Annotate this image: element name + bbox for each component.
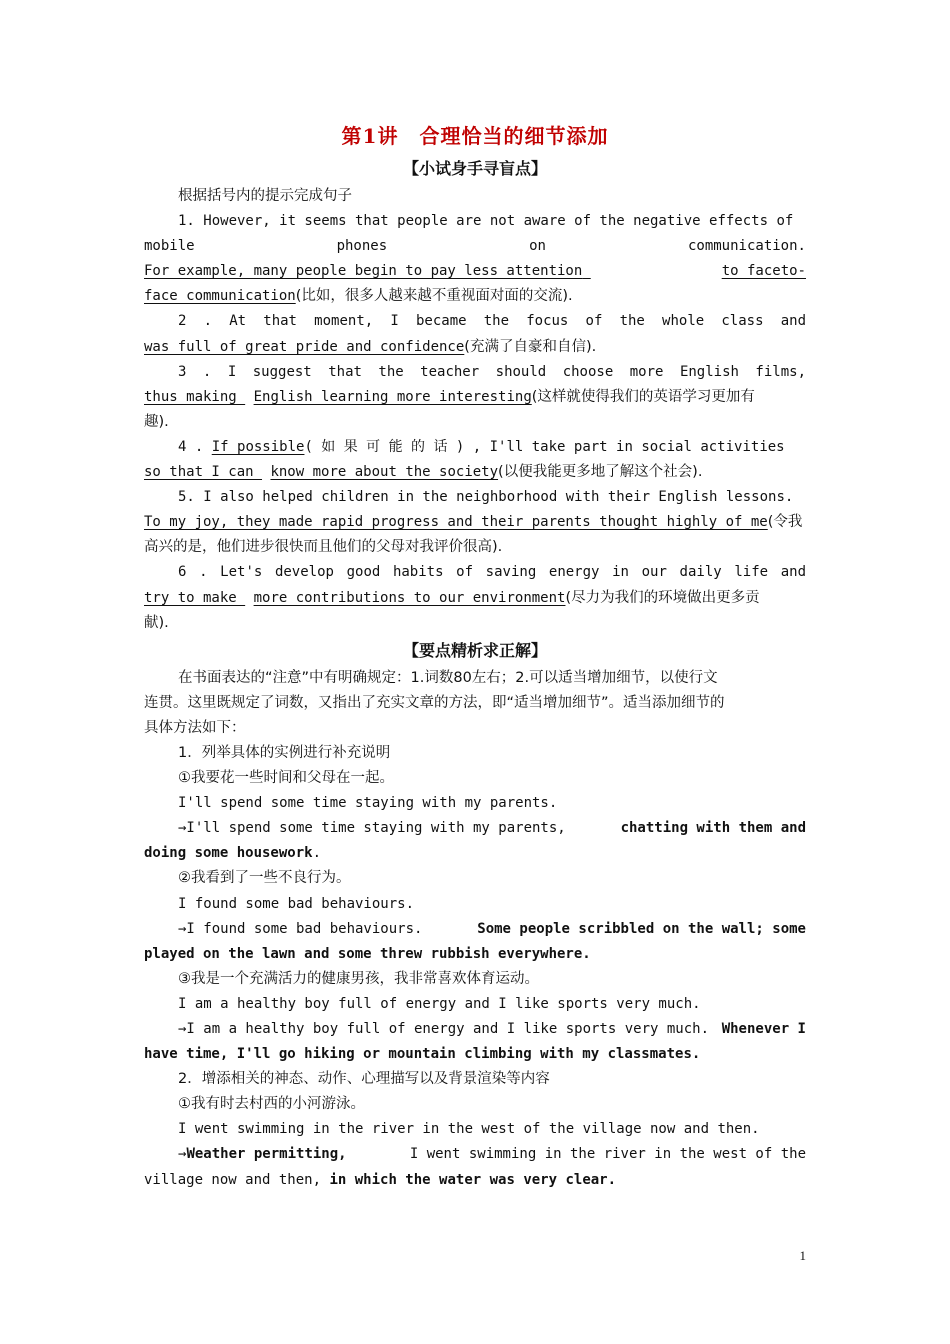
q3-line-2 [144, 385, 806, 410]
section-heading-1: 【小试身手寻盲点】 [402, 159, 547, 178]
q5-line-1: 5. I also helped children in the neighborhood with their English lessons. [178, 489, 794, 506]
method-heading-2: 2．增添相关的神态、动作、心理描写以及背景渲染等内容 [178, 1071, 550, 1088]
example-3-chinese: ③我是一个充满活力的健康男孩，我非常喜欢体育运动。 [178, 970, 539, 987]
example-3-english: I am a healthy boy full of energy and I like sports very much. [178, 995, 701, 1012]
q5-line-3: 高兴的是，他们进步很快而且他们的父母对我评价很高). [144, 539, 503, 556]
q1-word: phones [336, 238, 388, 255]
page-number: 1 [799, 1248, 806, 1263]
q3-answer-part-2: English learning more interesting [253, 388, 532, 405]
paragraph-line: 连贯。这里既规定了词数，又指出了充实文章的方法，即“适当增加细节”。适当添加细节的 [144, 694, 725, 711]
example-4-revised-line-1 [144, 1142, 806, 1167]
example-1-revised-text: →I'll spend some time staying with my parents, [178, 820, 566, 837]
q1-word: communication. [687, 238, 806, 255]
example-2-english: I found some bad behaviours. [178, 895, 415, 912]
instruction: 根据括号内的提示完成句子 [178, 188, 352, 204]
example-2-revised-line-1 [144, 917, 806, 942]
q6-hint: (尽力为我们的环境做出更多贡 [565, 589, 760, 606]
example-3-revised-line-1 [144, 1017, 806, 1042]
section-heading-2: 【要点精析求正解】 [402, 640, 547, 660]
q1-answer-part-1: For example, many people begin to pay less attention [144, 263, 583, 280]
q2-line-2 [144, 335, 806, 360]
example-1-added-detail: doing some housework [144, 845, 313, 862]
q1-line-2 [144, 234, 806, 259]
example-1-english: I'll spend some time staying with my parents. [178, 795, 558, 812]
q4-answer-part-3: know more about the society [270, 464, 499, 481]
q5-hint: (令我 [767, 514, 803, 531]
example-4-added-detail: in which the water was very clear. [329, 1171, 617, 1188]
example-2-revised-line-2: played on the lawn and some threw rubbish everywhere. [144, 945, 591, 962]
example-2-chinese: ②我看到了一些不良行为。 [178, 870, 351, 887]
example-2-added-detail: Some people scribbled on the wall; some [477, 920, 806, 937]
q6-line-1: 6 . Let's develop good habits of saving energy in our daily life and [178, 564, 806, 581]
example-3-revised-text: →I am a healthy boy full of energy and I like sports very much. [178, 1021, 710, 1037]
q3-line-3: 趣). [144, 413, 169, 430]
example-4-english: I went swimming in the river in the west of the village now and then. [178, 1121, 760, 1138]
example-1-period: . [312, 845, 322, 862]
method-heading-1: 1．列举具体的实例进行补充说明 [178, 744, 391, 761]
q4-number: 4 . [178, 438, 204, 455]
q4-line-1 [144, 435, 806, 460]
example-1-revised-line-1 [144, 816, 806, 841]
paragraph-line: 在书面表达的“注意”中有明确规定：1.词数80左右；2.可以适当增加细节，以使行文 [178, 669, 718, 686]
q6-line-3: 献). [144, 614, 169, 631]
q1-answer-part-2: to faceto- [721, 263, 806, 280]
example-4-revised-text: I went swimming in the river in the west of the [409, 1146, 806, 1163]
q2-line-1: 2 . At that moment, I became the focus of the whole class and [178, 313, 806, 330]
q3-line-1: 3 . I suggest that the teacher should choose more English films, [178, 363, 806, 380]
q6-answer-part-1: try to make [144, 589, 246, 606]
q3-hint: (这样就使得我们的英语学习更加有 [531, 388, 755, 405]
q2-hint: (充满了自豪和自信). [464, 338, 597, 355]
q2-answer: was full of great pride and confidence [144, 338, 465, 355]
document-page [144, 118, 806, 1193]
q6-line-2 [144, 586, 806, 611]
q1-line-3 [144, 259, 806, 284]
q3-answer-part-1: thus making [144, 388, 246, 405]
q1-hint: (比如，很多人越来越不重视面对面的交流). [295, 288, 573, 305]
q1-answer-part-3: face communication [144, 288, 296, 305]
q1-line-1: 1. However, it seems that people are not aware of the negative effects of [178, 213, 794, 230]
example-1-chinese: ①我要花一些时间和父母在一起。 [178, 770, 394, 787]
page-title: 第1讲 合理恰当的细节添加 [341, 124, 609, 148]
example-4-revised-start: →Weather permitting, [178, 1146, 347, 1163]
q4-answer-part-1: If possible [211, 438, 305, 455]
q4-hint-and-text: ( 如 果 可 能 的 话 ) , I'll take part in social activities [304, 438, 785, 455]
example-1-revised-line-2 [144, 841, 806, 866]
example-2-revised-text: →I found some bad behaviours. [178, 920, 423, 937]
example-4-revised-text: village now and then, [144, 1171, 322, 1188]
q5-answer: To my joy, they made rapid progress and their parents thought highly of me [144, 514, 768, 531]
example-3-added-detail: Whenever I [721, 1021, 806, 1037]
example-4-chinese: ①我有时去村西的小河游泳。 [178, 1096, 365, 1113]
q4-answer-part-2: so that I can [144, 464, 263, 481]
example-1-added-detail: chatting with them and [620, 820, 806, 837]
q6-answer-part-2: more contributions to our environment [253, 589, 566, 606]
q1-word: on [529, 238, 546, 255]
q5-line-2 [144, 510, 806, 535]
example-4-revised-line-2 [144, 1168, 806, 1193]
paragraph-line: 具体方法如下： [144, 719, 246, 736]
q4-line-2 [144, 460, 806, 485]
example-3-revised-line-2: have time, I'll go hiking or mountain climbing with my classmates. [144, 1046, 701, 1063]
q4-hint: (以便我能更多地了解这个社会). [498, 464, 703, 481]
q1-word: mobile [144, 238, 195, 255]
q1-line-4 [144, 284, 806, 309]
